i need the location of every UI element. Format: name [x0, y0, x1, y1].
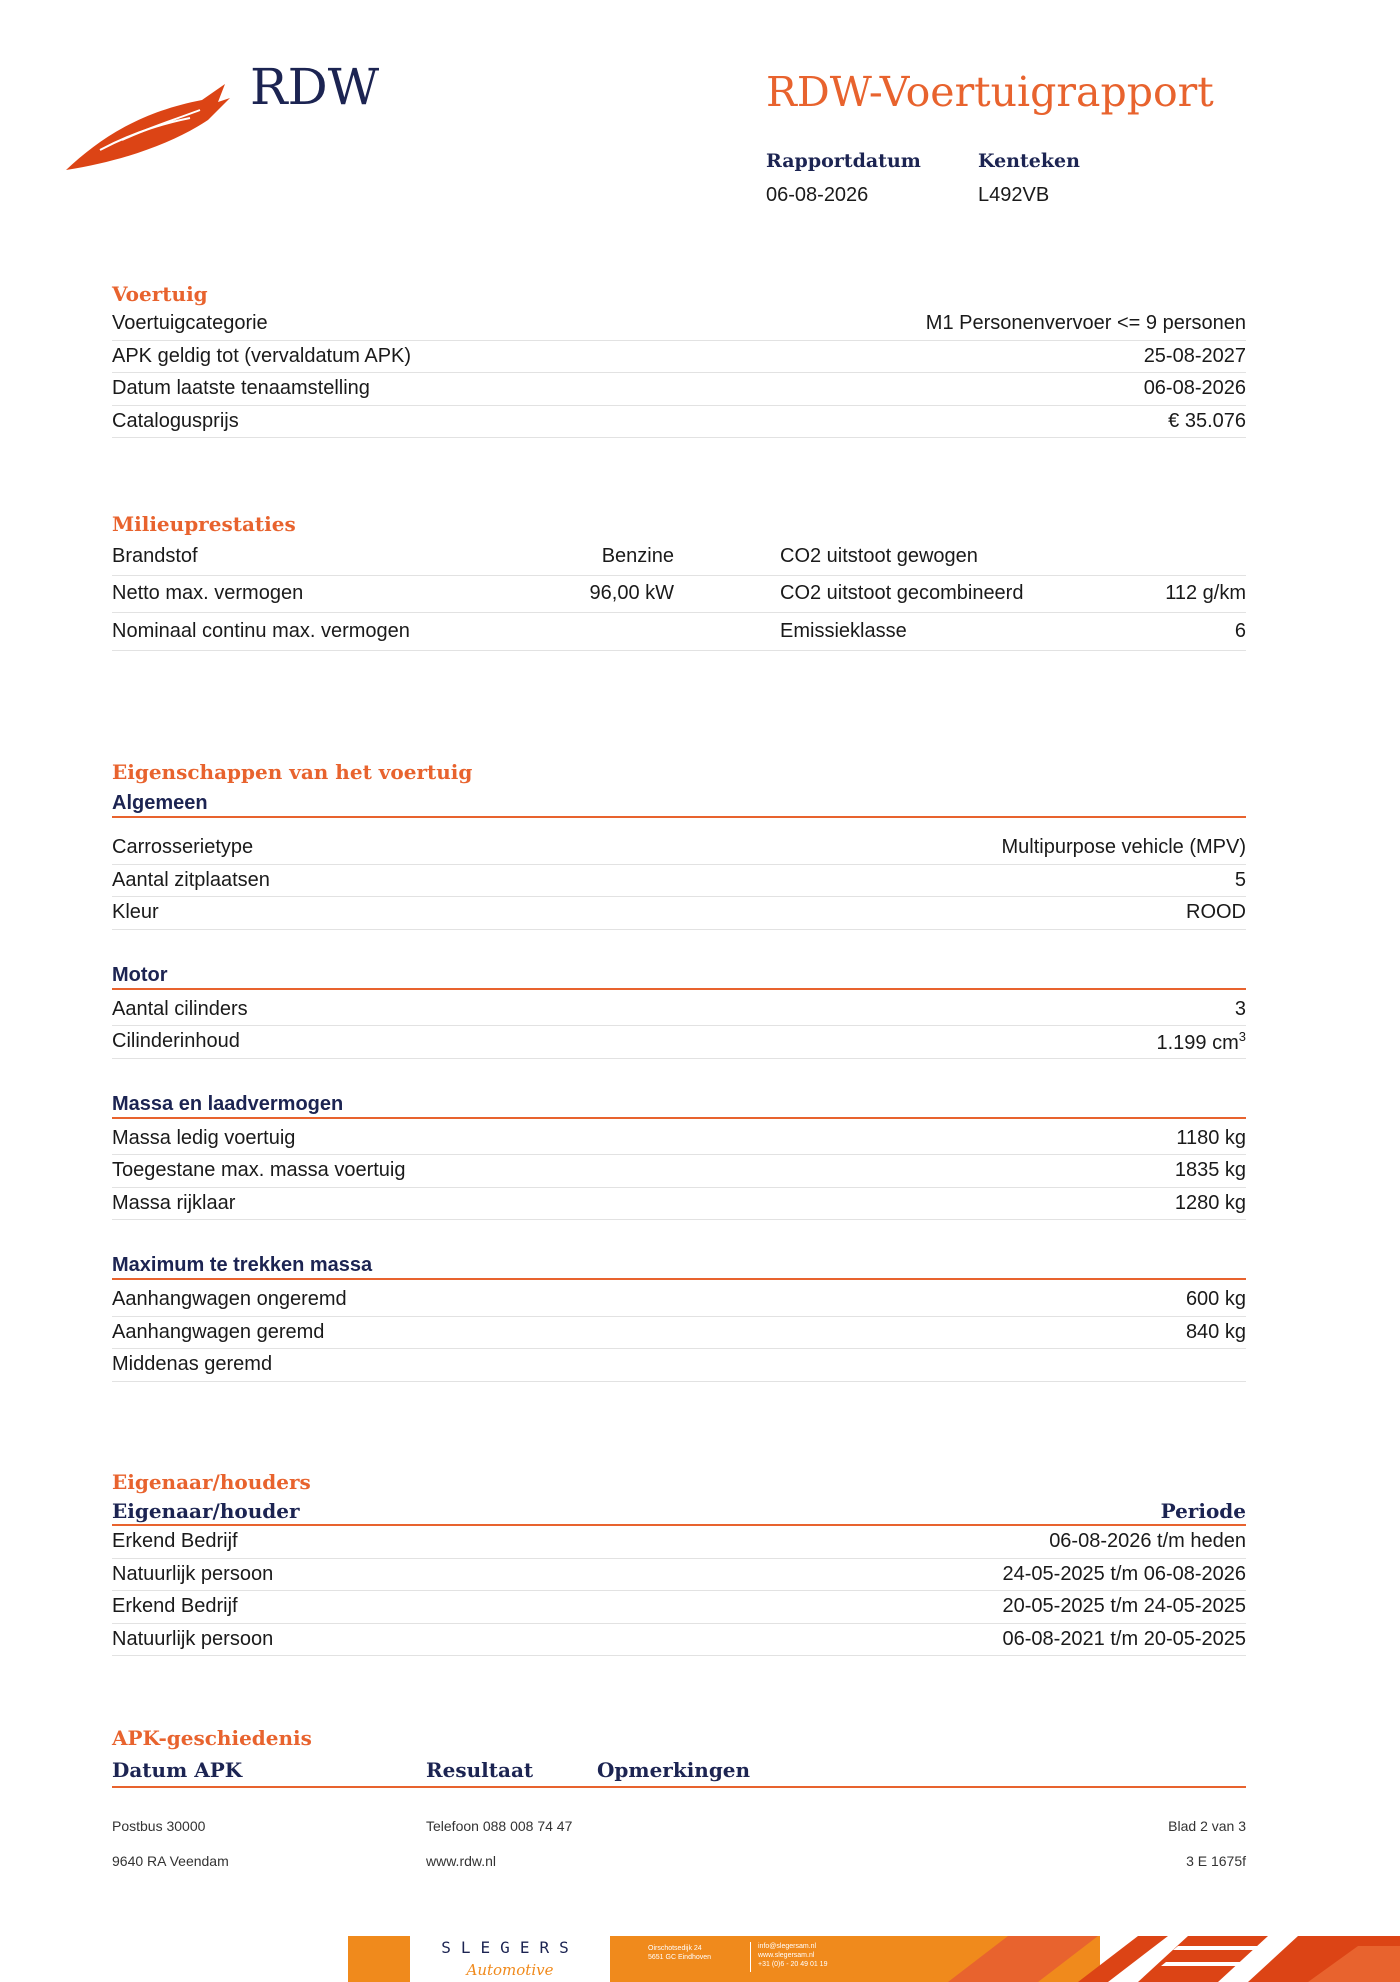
footer-phone: Telefoon 088 008 74 47 [426, 1818, 573, 1834]
row-value: 06-08-2021 t/m 20-05-2025 [1002, 1627, 1246, 1650]
banner-tel: +31 (0)6 - 20 49 01 19 [758, 1961, 828, 1968]
section-milieu [112, 510, 1246, 651]
banner-site: www.slegersam.nl [758, 1952, 815, 1959]
section-title: APK-geschiedenis [112, 1726, 312, 1750]
column-header: Resultaat [426, 1758, 534, 1782]
table-row [112, 865, 1246, 898]
value-text: 1.199 cm [1156, 1031, 1239, 1054]
table-row [112, 1624, 1246, 1657]
subsection-title: Motor [112, 960, 1246, 990]
row-value: Multipurpose vehicle (MPV) [1001, 836, 1246, 859]
row-label: Massa rijklaar [112, 1191, 236, 1214]
report-date-block [766, 150, 921, 207]
table-row [112, 1188, 1246, 1221]
row-value: 1835 kg [1174, 1159, 1246, 1182]
row-label: CO2 uitstoot gecombineerd [780, 582, 1024, 605]
row-label: Netto max. vermogen [112, 582, 304, 605]
table-row [112, 1559, 1246, 1592]
row-label: Aanhangwagen ongeremd [112, 1288, 347, 1311]
row-label: Erkend Bedrijf [112, 1595, 238, 1618]
table-row [112, 341, 1246, 374]
table-row [112, 1026, 1246, 1059]
row-value: 20-05-2025 t/m 24-05-2025 [1002, 1595, 1246, 1618]
table-row [112, 1591, 1246, 1624]
row-label: Nominaal continu max. vermogen [112, 619, 410, 642]
column-header: Opmerkingen [597, 1758, 751, 1782]
banner-logo-area [410, 1936, 610, 1982]
section-eigenaar [112, 1468, 1246, 1656]
plate-value: L492VB [978, 184, 1050, 206]
table-row [112, 1284, 1246, 1317]
column-header: Periode [1160, 1499, 1246, 1523]
row-label: Cilinderinhoud [112, 1030, 240, 1053]
row-label: Toegestane max. massa voertuig [112, 1159, 406, 1182]
banner-stripes-icon [848, 1936, 1400, 1982]
row-label: Kleur [112, 901, 159, 924]
row-label: Emissieklasse [780, 619, 907, 642]
subsection-title: Massa en laadvermogen [112, 1089, 1246, 1119]
row-value: 1180 kg [1176, 1126, 1246, 1149]
table-row [112, 897, 1246, 930]
footer-address: 9640 RA Veendam [112, 1853, 229, 1869]
unit-superscript: 3 [1238, 1028, 1246, 1044]
row-value: 5 [1234, 868, 1246, 891]
row-label: Aanhangwagen geremd [112, 1320, 325, 1343]
table-row [112, 1155, 1246, 1188]
table-row [112, 1349, 1246, 1382]
row-value: 06-08-2026 t/m heden [1049, 1530, 1246, 1553]
banner-brand: SLEGERS [441, 1938, 579, 1957]
logo-text: RDW [250, 58, 380, 116]
banner-tagline: Automotive [466, 1961, 554, 1979]
row-value: M1 Personenvervoer <= 9 personen [925, 312, 1246, 335]
table-row [112, 308, 1246, 341]
table-row [112, 1317, 1246, 1350]
row-value: 1280 kg [1174, 1191, 1246, 1214]
plate-block [978, 150, 1080, 207]
table-row [112, 538, 1246, 576]
footer-code: 3 E 1675f [1186, 1853, 1246, 1869]
row-value: 600 kg [1185, 1288, 1246, 1311]
dealer-banner [348, 1936, 1400, 1982]
row-value: € 35.076 [1168, 409, 1246, 432]
table-row [112, 373, 1246, 406]
row-label: Catalogusprijs [112, 409, 239, 432]
report-date-label: Rapportdatum [766, 150, 921, 172]
section-title: Eigenschappen van het voertuig [112, 760, 473, 784]
banner-street: Oirschotsedijk 24 [648, 1945, 702, 1952]
banner-divider [750, 1942, 751, 1972]
row-label: Aantal cilinders [112, 997, 248, 1020]
row-label: Brandstof [112, 544, 198, 567]
plate-label: Kenteken [978, 150, 1080, 172]
section-eigenschappen [112, 758, 1246, 1382]
row-label: Natuurlijk persoon [112, 1627, 274, 1650]
table-header [112, 1752, 1246, 1788]
row-value: 24-05-2025 t/m 06-08-2026 [1002, 1562, 1246, 1585]
row-label: Natuurlijk persoon [112, 1562, 274, 1585]
section-apk [112, 1724, 1246, 1788]
row-value: ROOD [1186, 901, 1246, 924]
footer-page: Blad 2 van 3 [1168, 1818, 1246, 1834]
table-row [112, 832, 1246, 865]
report-date-value: 06-08-2026 [766, 184, 869, 206]
row-label: Erkend Bedrijf [112, 1530, 238, 1553]
row-value: 96,00 kW [589, 582, 674, 605]
row-label: Carrosserietype [112, 836, 254, 859]
subsection-title: Maximum te trekken massa [112, 1250, 1246, 1280]
row-value: 112 g/km [1165, 582, 1246, 605]
row-value: 06-08-2026 [1143, 377, 1246, 400]
row-value [1157, 1029, 1247, 1055]
subsection-title: Algemeen [112, 788, 1246, 818]
footer-web: www.rdw.nl [426, 1853, 497, 1869]
row-label: Datum laatste tenaamstelling [112, 377, 370, 400]
section-voertuig [112, 280, 1246, 438]
row-value: 840 kg [1185, 1320, 1246, 1343]
row-label: Aantal zitplaatsen [112, 868, 270, 891]
row-label: Middenas geremd [112, 1353, 273, 1376]
banner-city: 5651 GC Eindhoven [648, 1954, 712, 1961]
row-value: Benzine [601, 544, 674, 567]
row-value: 6 [1234, 619, 1246, 642]
column-header: Datum APK [112, 1758, 243, 1782]
banner-email: info@slegersam.nl [758, 1943, 817, 1950]
section-title: Voertuig [112, 282, 208, 306]
page-title: RDW-Voertuigrapport [766, 68, 1214, 116]
table-header [112, 1496, 1246, 1526]
table-row [112, 994, 1246, 1027]
row-label: Voertuigcategorie [112, 312, 268, 335]
table-row [112, 1123, 1246, 1156]
table-row [112, 406, 1246, 439]
section-title: Milieuprestaties [112, 512, 296, 536]
table-row [112, 1526, 1246, 1559]
row-value: 3 [1234, 997, 1246, 1020]
section-title: Eigenaar/houders [112, 1470, 311, 1494]
row-label: APK geldig tot (vervaldatum APK) [112, 344, 412, 367]
row-value: 25-08-2027 [1143, 344, 1246, 367]
footer-address: Postbus 30000 [112, 1818, 206, 1834]
row-label: CO2 uitstoot gewogen [780, 544, 978, 567]
table-row [112, 576, 1246, 614]
footer [112, 1818, 1246, 1888]
column-header: Eigenaar/houder [112, 1499, 300, 1523]
row-label: Massa ledig voertuig [112, 1126, 296, 1149]
table-row [112, 613, 1246, 651]
